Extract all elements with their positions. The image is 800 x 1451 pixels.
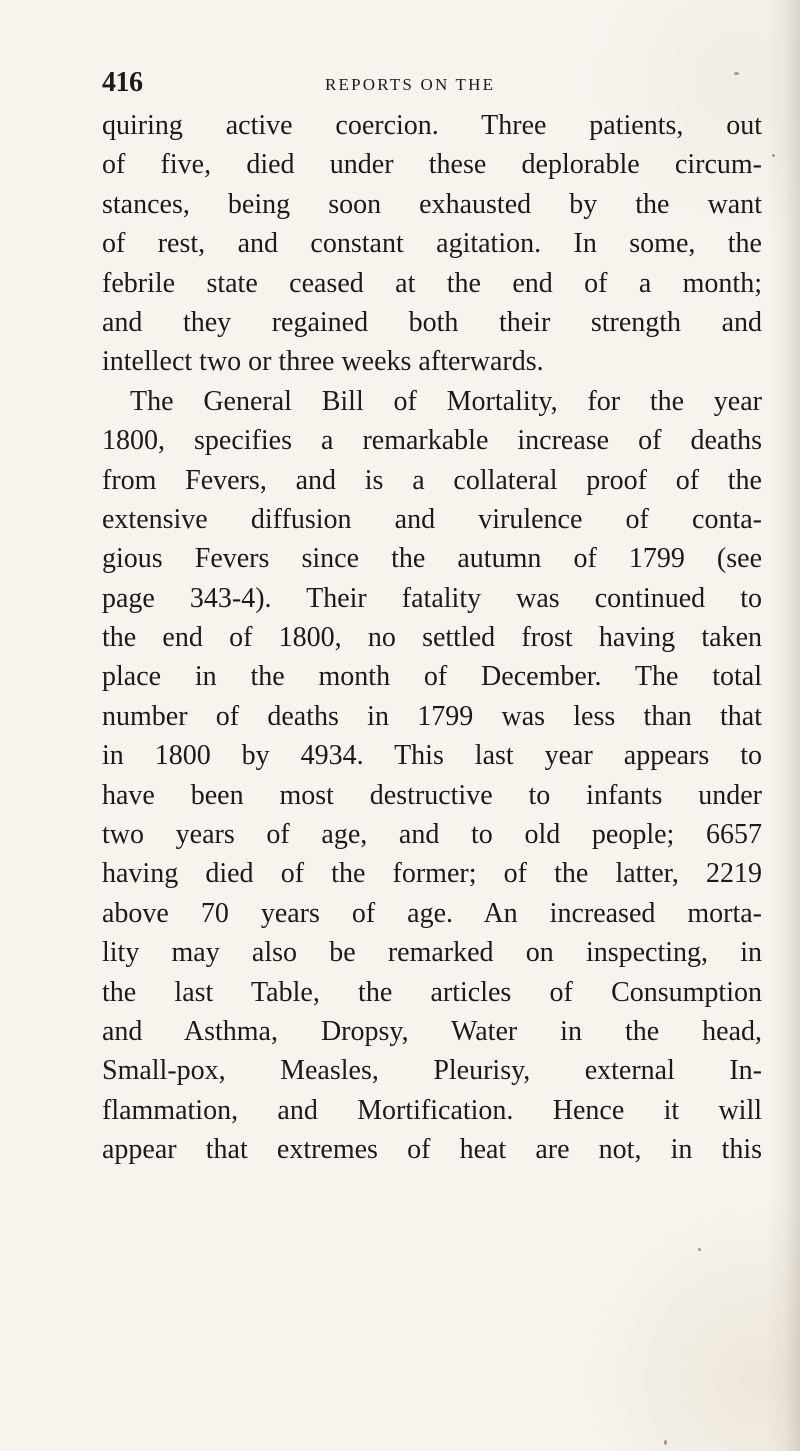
text-line: in 1800 by 4934. This last year appears to [102,740,762,772]
paper-speck [664,1440,667,1445]
text-line: the last Table, the articles of Consumption [102,976,762,1008]
text-line: appear that extremes of heat are not, in this [102,1134,762,1166]
text-line: and they regained both their strength and [102,306,762,338]
text-line: febrile state ceased at the end of a month; [102,267,762,299]
page-header [0,68,800,102]
text-line: The General Bill of Mortality, for the year [130,385,762,417]
paper-speck [772,154,775,157]
text-line: have been most destructive to infants under [102,779,762,811]
text-line: 1800, specifies a remarkable increase of deaths [102,425,762,457]
text-line: stances, being soon exhausted by the want [102,188,762,220]
text-line: two years of age, and to old people; 6657 [102,819,762,851]
text-line: above 70 years of age. An increased morta- [102,897,762,929]
body-text [102,106,762,1170]
text-line: of rest, and constant agitation. In some, the [102,228,762,260]
paper-speck [734,72,739,75]
text-line: and Asthma, Dropsy, Water in the head, [102,1015,762,1047]
page-number: 416 [102,67,143,98]
text-line: flammation, and Mortification. Hence it will [102,1094,762,1126]
text-line: Small-pox, Measles, Pleurisy, external In- [102,1055,762,1087]
text-line: gious Fevers since the autumn of 1799 (see [102,543,762,575]
text-line: from Fevers, and is a collateral proof of the [102,464,762,496]
text-line: number of deaths in 1799 was less than that [102,700,762,732]
page-edge-shadow [766,0,800,1451]
text-line: the end of 1800, no settled frost having taken [102,622,762,654]
text-line: lity may also be remarked on inspecting, in [102,937,762,969]
text-line: intellect two or three weeks afterwards. [102,346,544,378]
text-line: having died of the former; of the latter, 2219 [102,858,762,890]
running-head: REPORTS ON THE [325,75,496,94]
text-line: of five, died under these deplorable circum- [102,149,762,181]
text-line: place in the month of December. The total [102,661,762,693]
text-line: extensive diffusion and virulence of conta- [102,503,762,535]
text-line: page 343-4). Their fatality was continued to [102,582,762,614]
text-line: quiring active coercion. Three patients, out [102,110,762,141]
paper-speck [698,1248,701,1251]
